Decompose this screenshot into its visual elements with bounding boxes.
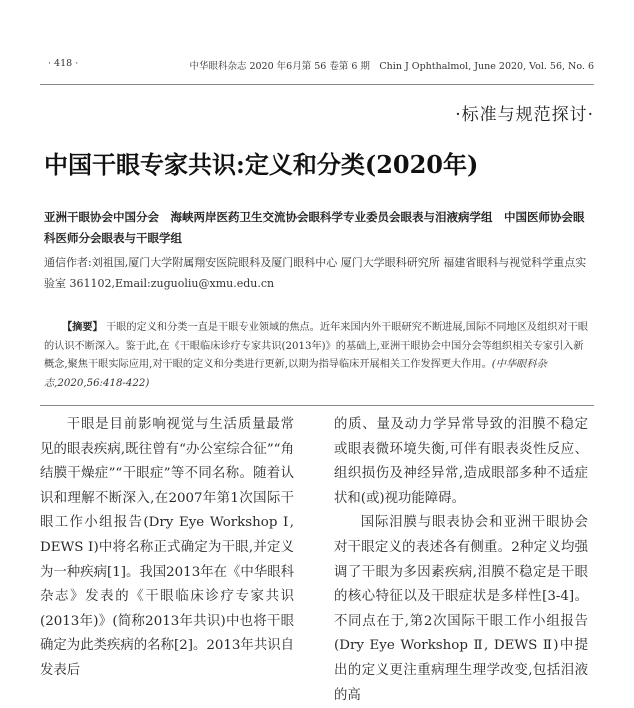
journal-citation-line: 中华眼科杂志 2020 年6月第 56 卷第 6 期 Chin J Ophthalmol, June 2020, Vol. 56, No. 6	[189, 61, 594, 72]
body-column-right	[334, 413, 588, 708]
body-column-left	[40, 413, 294, 684]
page-number: · 418 ·	[48, 58, 79, 69]
abstract-text: 干眼的定义和分类一直是干眼专业领域的焦点。近年来国内外干眼研究不断进展,国际不同地区及组织对干眼的认识不断深入。鉴于此,在《干眼临床诊疗专家共识(2013年)》的基础上,亚洲干眼协会中国分会等组织相关专家引入新概念,聚焦干眼实际应用,对干眼的定义和分类进行更新,以期为指导临床开展相关工作发挥更大作用。	[44, 322, 589, 370]
abstract-label: 【摘要】	[62, 321, 103, 333]
abstract-rule	[40, 405, 594, 406]
author-organizations: 亚洲干眼协会中国分会 海峡两岸医药卫生交流协会眼科学专业委员会眼表与泪液病学组 中国医师协会眼科医师分会眼表与干眼学组	[44, 210, 585, 245]
running-header	[40, 58, 594, 74]
body-paragraph: 干眼是目前影响视觉与生活质量最常见的眼表疾病,既往曾有“办公室综合征”“角结膜干燥症”“干眼症”等不同名称。随着认识和理解不断深入,在2007年第1次国际干眼工作小组报告(Dry Eye Workshop Ⅰ, DEWS Ⅰ)中将名称正式确定为干眼,并定义为一种疾病[1]。我国2013年在《中华眼科杂志》发表的《干眼临床诊疗专家共识(2013年)》(简称2013年共识)中也将干眼确定为此类疾病的名称[2]。2013年共识自发表后	[40, 417, 294, 678]
correspondence: 通信作者:刘祖国,厦门大学附属翔安医院眼科及厦门眼科中心 厦门大学眼科研究所 福建省眼科与视觉科学重点实验室 361102,Email:zuguoliu@xmu.edu.cn	[44, 256, 587, 290]
body-paragraph-continued: 的质、量及动力学异常导致的泪膜不稳定或眼表微环境失衡,可伴有眼表炎性反应、组织损伤及神经异常,造成眼部多种不适症状和(或)视功能障碍。	[334, 417, 588, 506]
abstract-citation: (中华眼科杂志,2020,56:418-422)	[44, 359, 547, 389]
header-rule	[40, 84, 594, 85]
abstract	[44, 318, 592, 393]
body-paragraph: 国际泪膜与眼表协会和亚洲干眼协会对干眼定义的表述各有侧重。2种定义均强调了干眼为多因素疾病,泪膜不稳定是干眼的核心特征以及干眼症状是多样性[3-4]。不同点在于,第2次国际干眼工作小组报告(Dry Eye Workshop Ⅱ, DEWS Ⅱ)中提出的定义更注重病理生理学改变,包括泪液的高	[334, 515, 588, 703]
article-title: 中国干眼专家共识:定义和分类(2020年)	[44, 150, 479, 179]
section-label: ·标准与规范探讨·	[455, 105, 594, 125]
